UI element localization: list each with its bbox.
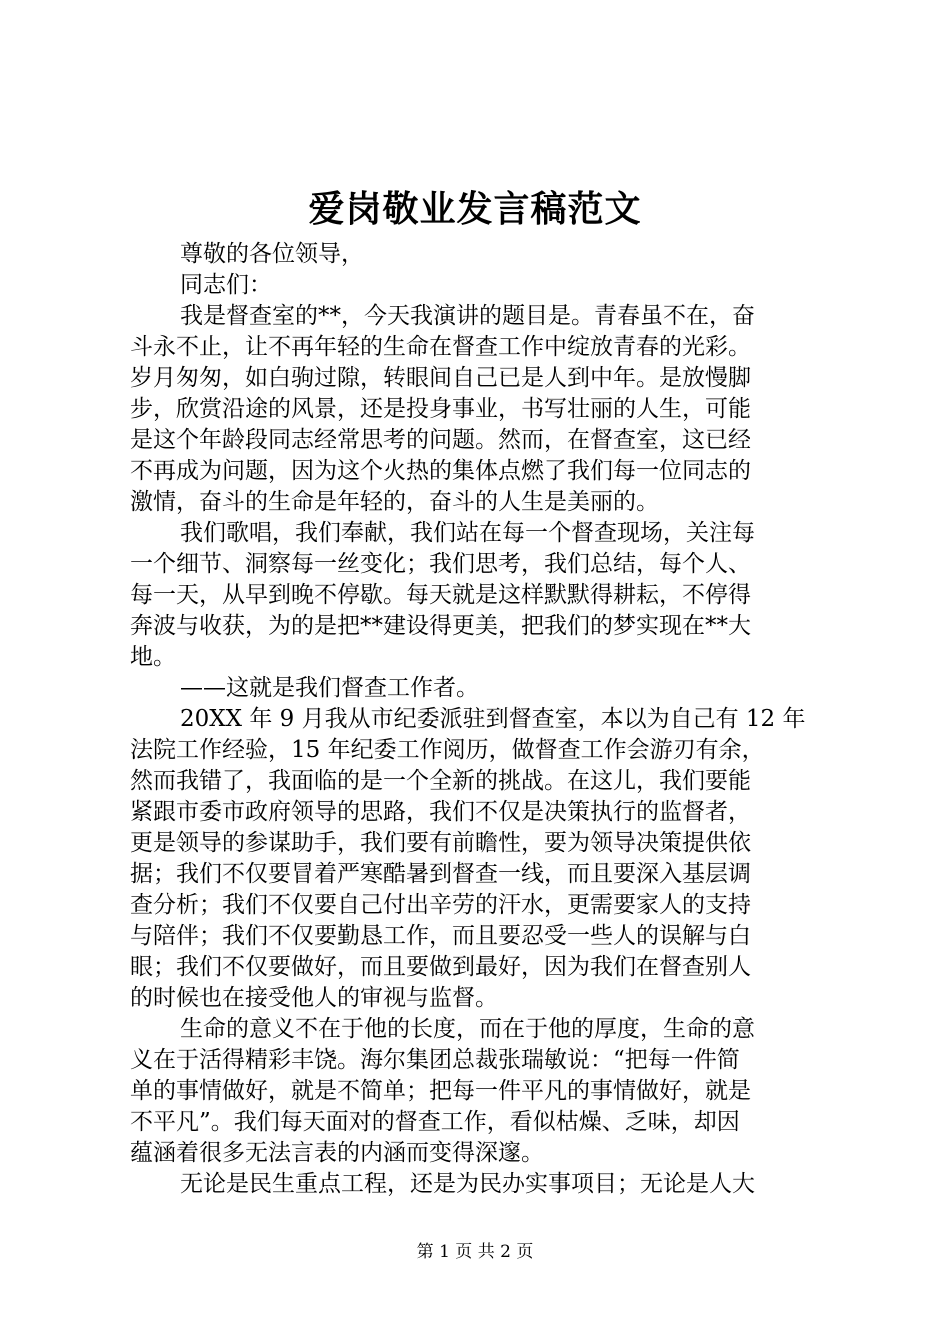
text-line: 与陪伴；我们不仅要勤恳工作，而且要忍受一些人的误解与白 — [130, 923, 751, 949]
text-line: 眼；我们不仅要做好，而且要做到最好，因为我们在督查别人 — [130, 954, 751, 980]
document-title: 爱岗敬业发言稿范文 — [308, 188, 642, 230]
text-line: 20XX 年 9 月我从市纪委派驻到督查室，本以为自己有 12 年 — [180, 706, 806, 732]
text-line: 斗永不止，让不再年轻的生命在督查工作中绽放青春的光彩。 — [130, 334, 751, 360]
text-line: 然而我错了，我面临的是一个全新的挑战。在这儿，我们要能 — [130, 768, 751, 794]
text-line: 义在于活得精彩丰饶。海尔集团总裁张瑞敏说：“把每一件简 — [130, 1047, 740, 1073]
text-line: ——这就是我们督查工作者。 — [180, 675, 479, 701]
text-line: 我是督查室的**，今天我演讲的题目是。青春虽不在，奋 — [180, 303, 755, 329]
text-line: 蕴涵着很多无法言表的内涵而变得深邃。 — [130, 1140, 544, 1166]
text-line: 据；我们不仅要冒着严寒酷暑到督查一线，而且要深入基层调 — [130, 861, 751, 887]
text-line: 不再成为问题，因为这个火热的集体点燃了我们每一位同志的 — [130, 458, 751, 484]
text-line: 更是领导的参谋助手，我们要有前瞻性，要为领导决策提供依 — [130, 830, 751, 856]
text-line: 奔波与收获，为的是把**建设得更美，把我们的梦实现在**大 — [130, 613, 751, 639]
text-line: 一个细节、洞察每一丝变化；我们思考，我们总结，每个人、 — [130, 551, 751, 577]
text-line: 的时候也在接受他人的审视与监督。 — [130, 985, 498, 1011]
text-line: 地。 — [130, 644, 176, 670]
text-line: 每一天，从早到晚不停歇。每天就是这样默默得耕耘，不停得 — [130, 582, 751, 608]
text-line: 生命的意义不在于他的长度，而在于他的厚度，生命的意 — [180, 1016, 755, 1042]
text-line: 查分析；我们不仅要自己付出辛劳的汗水，更需要家人的支持 — [130, 892, 751, 918]
text-line: 不平凡”。我们每天面对的督查工作，看似枯燥、乏味，却因 — [130, 1109, 740, 1135]
text-line: 紧跟市委市政府领导的思路，我们不仅是决策执行的监督者， — [130, 799, 751, 825]
page-footer: 第 1 页 共 2 页 — [416, 1242, 534, 1262]
text-line: 步，欣赏沿途的风景，还是投身事业，书写壮丽的人生，可能 — [130, 396, 751, 422]
text-line: 无论是民生重点工程，还是为民办实事项目；无论是人大 — [180, 1171, 755, 1197]
text-line: 尊敬的各位领导， — [180, 241, 364, 267]
text-line: 岁月匆匆，如白驹过隙，转眼间自己已是人到中年。是放慢脚 — [130, 365, 751, 391]
text-line: 法院工作经验，15 年纪委工作阅历，做督查工作会游刃有余， — [130, 737, 765, 763]
text-line: 同志们： — [180, 272, 272, 298]
text-line: 是这个年龄段同志经常思考的问题。然而，在督查室，这已经 — [130, 427, 751, 453]
text-line: 单的事情做好，就是不简单；把每一件平凡的事情做好，就是 — [130, 1078, 751, 1104]
document-body — [130, 239, 830, 1200]
text-line: 激情，奋斗的生命是年轻的，奋斗的人生是美丽的。 — [130, 489, 659, 515]
text-line: 我们歌唱，我们奉献，我们站在每一个督查现场，关注每 — [180, 520, 755, 546]
